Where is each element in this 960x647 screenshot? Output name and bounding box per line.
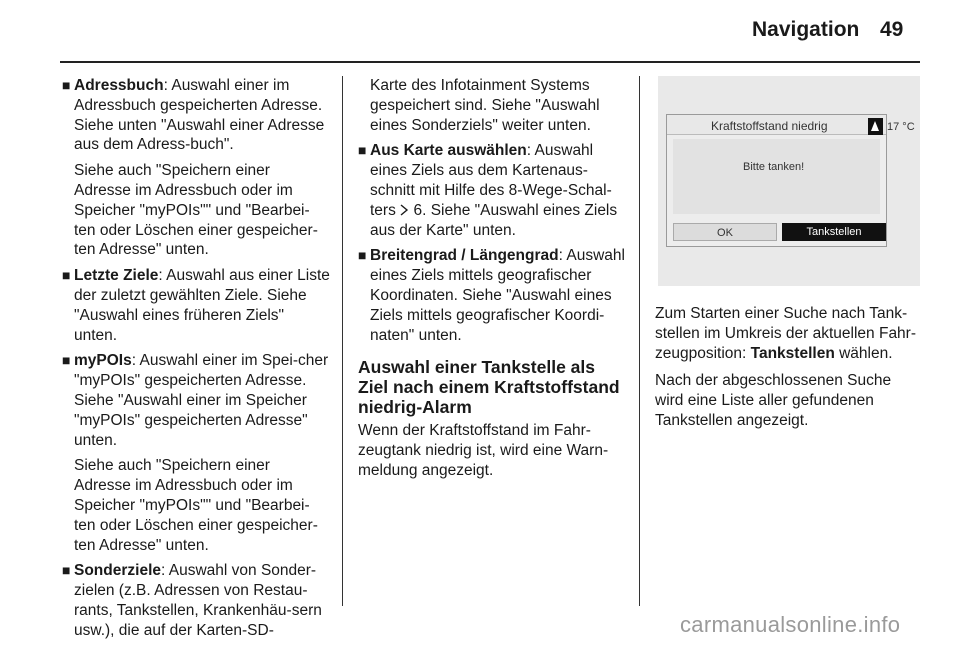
list-item	[62, 351, 330, 450]
page-number: 49	[880, 18, 904, 41]
item-term: Adressbuch	[74, 77, 164, 94]
screen-title: Kraftstoffstand niedrig	[711, 119, 828, 133]
list-item	[62, 561, 330, 640]
ok-button[interactable]: OK	[673, 223, 777, 241]
header-rule	[60, 61, 920, 63]
list-item	[62, 76, 330, 155]
item-text: : Auswahl aus einer Liste der zuletzt gewählten Ziele. Siehe "Auswahl eines früheren Ziels" unten.	[74, 267, 330, 344]
item-term: Letzte Ziele	[74, 267, 159, 285]
infotainment-screen	[666, 114, 887, 247]
screen-message: Bitte tanken!	[743, 161, 805, 173]
item-term: Aus Karte auswählen	[370, 142, 527, 160]
item-term: myPOIs	[74, 352, 132, 370]
paragraph-text: wählen.	[834, 344, 893, 362]
page-header	[0, 0, 960, 62]
inline-term: Tankstellen	[750, 344, 835, 362]
column-divider	[639, 76, 640, 606]
screen-illustration	[658, 76, 920, 286]
bullet-icon: ■	[62, 267, 71, 284]
item-text: : Auswahl einer im Adressbuch gespeicherten Adresse. Siehe unten "Auswahl einer Adresse aus dem Adress-buch".	[74, 77, 325, 154]
item-term: Sonderziele	[74, 562, 161, 580]
page-title: Navigation	[752, 18, 860, 41]
list-item	[358, 246, 626, 345]
chevron-right-icon	[400, 204, 409, 216]
paragraph: Nach der abgeschlossenen Suche wird eine Liste aller gefundenen Tankstellen angezeigt.	[655, 372, 892, 429]
screen-titlebar	[667, 115, 886, 135]
paragraph: Siehe auch "Speichern einer Adresse im Adressbuch oder im Speicher "myPOIs"" und "Bearbei-ten oder Löschen einer gespeicher-ten Adresse" unten.	[74, 457, 318, 554]
paragraph-text: Zum Starten einer Suche nach Tank-stellen im Umkreis der aktuellen Fahr-zeugposition:	[655, 305, 917, 362]
item-text: : Auswahl eines Ziels mittels geografischer Koordinaten. Siehe "Auswahl eines Ziels mittels geografischer Koordi-naten" unten.	[370, 247, 625, 344]
item-text: : Auswahl von Sonder-zielen (z.B. Adressen von Restau-rants, Tankstellen, Krankenhäu-sern usw.), die auf der Karten-SD-	[74, 562, 322, 639]
bullet-icon: ■	[62, 77, 71, 93]
list-item	[358, 141, 626, 240]
column-divider	[342, 76, 343, 606]
tankstellen-button[interactable]: Tankstellen	[782, 223, 886, 241]
list-item	[62, 266, 330, 345]
item-text: : Auswahl eines Ziels aus dem Kartenaus-schnitt mit Hilfe des 8-Wege-Schal-ters	[370, 142, 612, 219]
bullet-icon: ■	[358, 142, 367, 159]
bullet-icon: ■	[62, 562, 71, 579]
item-term: Breitengrad / Längengrad	[370, 247, 559, 265]
section-heading: Auswahl einer Tankstelle als Ziel nach einem Kraftstoffstand niedrig-Alarm	[358, 357, 620, 418]
paragraph: Wenn der Kraftstoffstand im Fahr-zeugtank niedrig ist, wird eine Warn-meldung angezeigt.	[358, 422, 609, 479]
paragraph	[655, 304, 923, 363]
watermark: carmanualsonline.info	[680, 612, 901, 637]
item-text: 6. Siehe "Auswahl eines Ziels aus der Karte" unten.	[370, 201, 618, 239]
column-1	[62, 76, 330, 647]
column-2	[358, 76, 626, 489]
temperature-readout: 17 °C	[887, 121, 915, 133]
warning-triangle-icon	[868, 118, 883, 135]
item-text: : Auswahl einer im Spei-cher "myPOIs" gespeicherten Adresse. Siehe "Auswahl einer im Speicher "myPOIs" gespeicherten Adresse" unten.	[74, 352, 329, 449]
bullet-icon: ■	[358, 247, 367, 264]
bullet-icon: ■	[62, 352, 71, 369]
paragraph: Siehe auch "Speichern einer Adresse im Adressbuch oder im Speicher "myPOIs"" und "Bearbei-ten oder Löschen einer gespeicher-ten Adresse" unten.	[74, 162, 318, 259]
paragraph: Karte des Infotainment Systems gespeichert sind. Siehe "Auswahl eines Sonderziels" weiter unten.	[370, 77, 600, 134]
column-3	[655, 76, 923, 439]
